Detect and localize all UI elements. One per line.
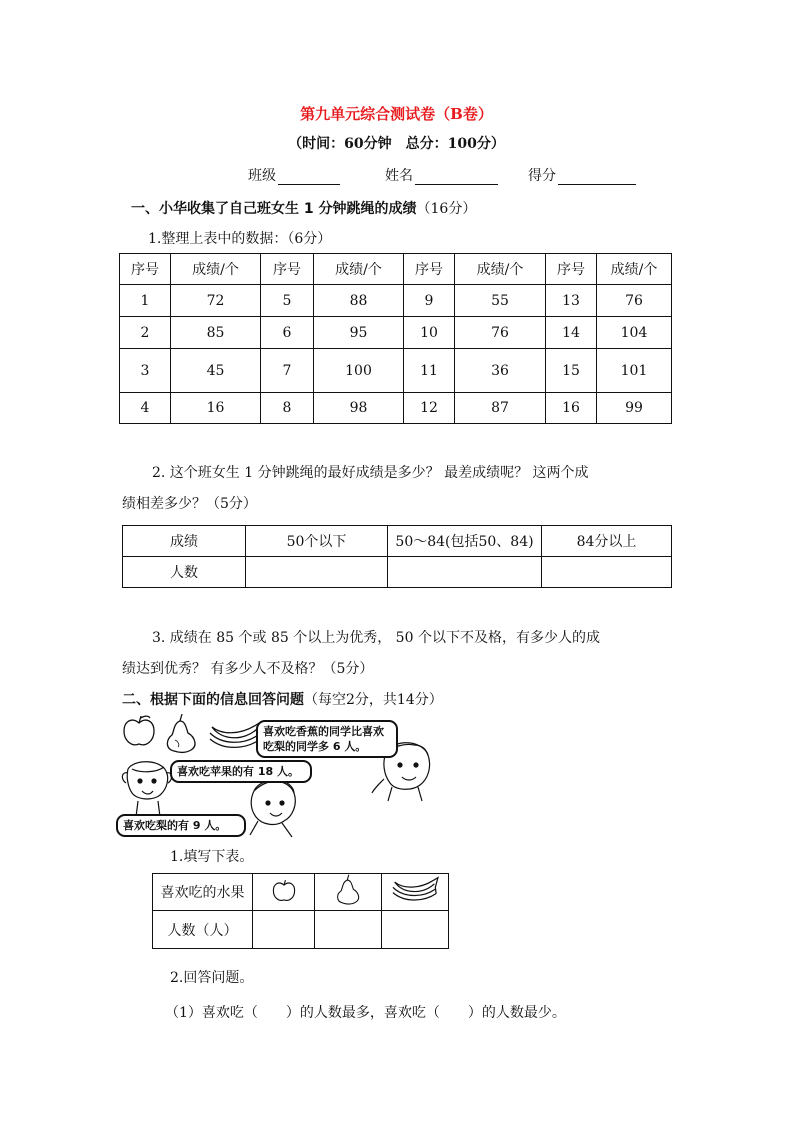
fruit-header-label: 喜欢吃的水果: [153, 874, 253, 911]
table-row: [120, 285, 672, 317]
grade-count-label: 人数: [123, 557, 246, 588]
score-table-value-cell: 76: [597, 285, 672, 317]
pear-icon: [167, 714, 195, 752]
score-table-value-cell: 85: [171, 317, 261, 349]
score-table-value-cell: 104: [597, 317, 672, 349]
boy-avatar: [250, 780, 295, 837]
table-row: [120, 393, 672, 424]
section1-heading-points: （16分）: [416, 201, 477, 217]
fruit-header-banana: [382, 874, 449, 911]
score-table-header-cell: 成绩/个: [455, 254, 546, 285]
score-table-header-cell: 序号: [120, 254, 171, 285]
section2-heading-points: （每空2分，共14分）: [304, 692, 443, 708]
section1-heading-bold: 一、小华收集了自己班女生 1 分钟跳绳的成绩: [131, 201, 417, 217]
score-table-header-cell: 成绩/个: [597, 254, 672, 285]
table-row: [120, 317, 672, 349]
name-field: [385, 165, 498, 185]
grade-header-cell: 50～84(包括50、84): [388, 526, 542, 557]
name-label: 姓名: [385, 168, 413, 184]
score-table-value-cell: 98: [314, 393, 404, 424]
score-table-value-cell: 87: [455, 393, 546, 424]
question-1-2-line1: 2. 这个班女生 1 分钟跳绳的最好成绩是多少？ 最差成绩呢？ 这两个成: [152, 465, 589, 481]
page-title: 第九单元综合测试卷（B卷）: [300, 105, 493, 123]
score-table-index-cell: 13: [546, 285, 597, 317]
score-table-index-cell: 3: [120, 349, 171, 393]
exam-subtitle: （时间：60分钟 总分：100分）: [288, 136, 505, 152]
score-table-value-cell: 100: [314, 349, 404, 393]
speech-bubble-banana: 喜欢吃香蕉的同学比喜欢吃梨的同学多 6 人。: [256, 720, 398, 758]
class-blank[interactable]: [278, 168, 340, 185]
section2-heading-bold: 二、根据下面的信息回答问题: [122, 692, 304, 708]
score-table-index-cell: 1: [120, 285, 171, 317]
speech-bubble-pear: 喜欢吃梨的有 9 人。: [116, 814, 246, 837]
score-table-index-cell: 14: [546, 317, 597, 349]
score-table-value-cell: 99: [597, 393, 672, 424]
table-row: [120, 349, 672, 393]
class-field: [248, 165, 340, 185]
grade-count-cell[interactable]: [246, 557, 388, 588]
grade-range-table: [122, 525, 672, 588]
apple-icon: [271, 878, 297, 902]
score-table-index-cell: 11: [404, 349, 455, 393]
bananas-icon: [391, 875, 439, 905]
score-table-value-cell: 16: [171, 393, 261, 424]
question-2-1: 1.填写下表。: [170, 849, 254, 865]
grade-header-cell: 84分以上: [542, 526, 672, 557]
score-table-index-cell: 6: [261, 317, 314, 349]
grade-header-cell: 成绩: [123, 526, 246, 557]
score-table-header-cell: 序号: [404, 254, 455, 285]
score-table-header-cell: 序号: [546, 254, 597, 285]
section2-heading: [122, 689, 443, 709]
score-field: [528, 165, 636, 185]
score-table: [119, 253, 672, 424]
score-table-index-cell: 7: [261, 349, 314, 393]
score-table-value-cell: 36: [455, 349, 546, 393]
class-label: 班级: [248, 168, 276, 184]
question-1-3-line2: 绩达到优秀？ 有多少人不及格？（5分）: [122, 661, 374, 677]
fruit-count-cell[interactable]: [315, 911, 382, 949]
fruit-header-pear: [315, 874, 382, 911]
score-label: 得分: [528, 168, 556, 184]
score-table-index-cell: 12: [404, 393, 455, 424]
score-table-value-cell: 101: [597, 349, 672, 393]
fruit-count-cell[interactable]: [382, 911, 449, 949]
score-table-header-cell: 成绩/个: [314, 254, 404, 285]
score-table-value-cell: 45: [171, 349, 261, 393]
score-table-index-cell: 15: [546, 349, 597, 393]
score-table-value-cell: 72: [171, 285, 261, 317]
grade-header-cell: 50个以下: [246, 526, 388, 557]
apple-icon: [124, 716, 154, 745]
fruit-count-label: 人数（人）: [153, 911, 253, 949]
score-table-value-cell: 55: [455, 285, 546, 317]
question-1-2-line2: 绩相差多少？（5分）: [122, 496, 257, 512]
speech-bubble-apple: 喜欢吃苹果的有 18 人。: [170, 760, 312, 783]
score-table-index-cell: 2: [120, 317, 171, 349]
score-table-index-cell: 4: [120, 393, 171, 424]
fruit-header-apple: [253, 874, 315, 911]
score-table-value-cell: 76: [455, 317, 546, 349]
score-table-index-cell: 5: [261, 285, 314, 317]
grade-count-cell[interactable]: [388, 557, 542, 588]
fruit-table: [152, 873, 449, 949]
section1-heading: [131, 198, 476, 218]
pear-icon: [334, 874, 362, 906]
score-table-value-cell: 88: [314, 285, 404, 317]
score-table-index-cell: 8: [261, 393, 314, 424]
question-1-3-line1: 3. 成绩在 85 个或 85 个以上为优秀， 50 个以下不及格，有多少人的成: [152, 630, 600, 646]
score-blank[interactable]: [558, 168, 636, 185]
score-table-header-cell: 成绩/个: [171, 254, 261, 285]
fruit-count-cell[interactable]: [253, 911, 315, 949]
score-table-value-cell: 95: [314, 317, 404, 349]
grade-count-cell[interactable]: [542, 557, 672, 588]
girl-avatar: [122, 762, 171, 817]
score-table-header-cell: 序号: [261, 254, 314, 285]
score-table-index-cell: 10: [404, 317, 455, 349]
question-2-2: 2.回答问题。: [170, 970, 254, 986]
question-1-1: 1.整理上表中的数据：（6分）: [148, 231, 332, 247]
bananas-icon: [210, 722, 261, 747]
name-blank[interactable]: [415, 168, 498, 185]
score-table-index-cell: 16: [546, 393, 597, 424]
score-table-index-cell: 9: [404, 285, 455, 317]
question-2-2-1: （1）喜欢吃（ ）的人数最多，喜欢吃（ ）的人数最少。: [165, 1005, 566, 1021]
